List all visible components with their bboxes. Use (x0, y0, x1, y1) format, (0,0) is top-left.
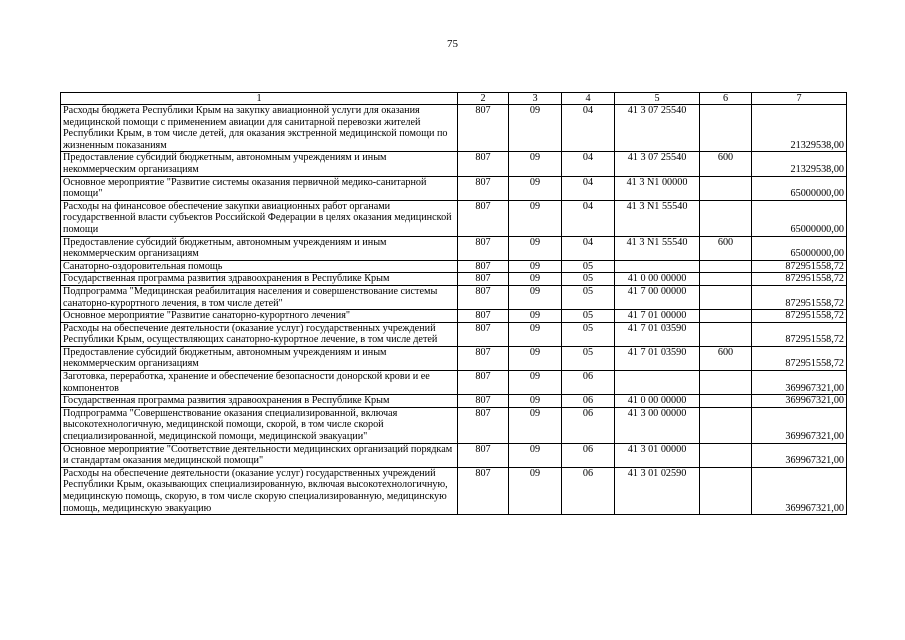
row-ministry-code: 807 (458, 310, 509, 323)
row-target-article: 41 3 N1 55540 (615, 200, 700, 236)
row-description: Предоставление субсидий бюджетным, автономным учреждениям и иным некоммерческим организациям (61, 236, 458, 260)
row-subsection-code: 04 (562, 236, 615, 260)
row-ministry-code: 807 (458, 467, 509, 514)
row-amount: 369967321,00 (752, 407, 847, 443)
table-row (61, 322, 847, 346)
row-description: Расходы на финансовое обеспечение закупки авиационных работ органами государственной власти субъектов Российской Федерации в целях оказания медицинской помощи (61, 200, 458, 236)
row-subsection-code: 04 (562, 105, 615, 152)
row-description: Подпрограмма "Совершенствование оказания специализированной, включая высокотехнологичную, медицинской помощи, скорой, в том числе скорой специализированной, медицинской помощи, медицинской эвакуации" (61, 407, 458, 443)
row-ministry-code: 807 (458, 443, 509, 467)
row-amount: 21329538,00 (752, 152, 847, 176)
row-expense-type (700, 443, 752, 467)
row-expense-type (700, 176, 752, 200)
row-amount: 369967321,00 (752, 467, 847, 514)
row-subsection-code: 05 (562, 285, 615, 309)
row-section-code: 09 (509, 443, 562, 467)
row-description: Санаторно-оздоровительная помощь (61, 260, 458, 273)
row-description: Расходы на обеспечение деятельности (оказание услуг) государственных учреждений Республики Крым, осуществляющих санаторно-курортное лечение, в том числе детей (61, 322, 458, 346)
row-section-code: 09 (509, 105, 562, 152)
row-subsection-code: 05 (562, 322, 615, 346)
row-ministry-code: 807 (458, 200, 509, 236)
row-description: Предоставление субсидий бюджетным, автономным учреждениям и иным некоммерческим организациям (61, 346, 458, 370)
row-target-article: 41 7 01 00000 (615, 310, 700, 323)
row-amount: 872951558,72 (752, 322, 847, 346)
row-ministry-code: 807 (458, 371, 509, 395)
row-target-article (615, 371, 700, 395)
budget-table (60, 92, 847, 515)
table-row (61, 443, 847, 467)
row-expense-type (700, 467, 752, 514)
row-expense-type (700, 105, 752, 152)
row-target-article: 41 7 01 03590 (615, 346, 700, 370)
table-row (61, 260, 847, 273)
row-amount: 369967321,00 (752, 395, 847, 408)
row-description: Основное мероприятие "Развитие системы оказания первичной медико-санитарной помощи" (61, 176, 458, 200)
table-row (61, 395, 847, 408)
row-section-code: 09 (509, 236, 562, 260)
row-description: Основное мероприятие "Соответствие деятельности медицинских организаций порядкам и стандартам оказания медицинской помощи" (61, 443, 458, 467)
row-subsection-code: 06 (562, 371, 615, 395)
row-subsection-code: 05 (562, 273, 615, 286)
row-ministry-code: 807 (458, 273, 509, 286)
row-subsection-code: 04 (562, 152, 615, 176)
row-target-article: 41 7 01 03590 (615, 322, 700, 346)
table-row (61, 152, 847, 176)
row-expense-type (700, 395, 752, 408)
row-section-code: 09 (509, 200, 562, 236)
row-subsection-code: 06 (562, 395, 615, 408)
table-row (61, 467, 847, 514)
row-section-code: 09 (509, 371, 562, 395)
row-ministry-code: 807 (458, 105, 509, 152)
row-subsection-code: 06 (562, 407, 615, 443)
row-target-article: 41 3 N1 55540 (615, 236, 700, 260)
row-amount: 872951558,72 (752, 285, 847, 309)
page-number: 75 (447, 38, 458, 50)
row-description: Предоставление субсидий бюджетным, автономным учреждениям и иным некоммерческим организациям (61, 152, 458, 176)
row-section-code: 09 (509, 407, 562, 443)
table-row (61, 236, 847, 260)
row-section-code: 09 (509, 346, 562, 370)
row-section-code: 09 (509, 273, 562, 286)
row-amount: 65000000,00 (752, 236, 847, 260)
row-section-code: 09 (509, 467, 562, 514)
row-target-article: 41 3 07 25540 (615, 105, 700, 152)
row-description: Подпрограмма "Медицинская реабилитация населения и совершенствование системы санаторно-курортного лечения, в том числе детей" (61, 285, 458, 309)
column-header: 7 (752, 93, 847, 105)
row-description: Расходы на обеспечение деятельности (оказание услуг) государственных учреждений Республики Крым, оказывающих специализированную, включая высокотехнологичную, медицинскую помощь, скорую, в том числе скорую специализированную, медицинскую помощь, медицинскую эвакуацию (61, 467, 458, 514)
row-expense-type: 600 (700, 152, 752, 176)
row-ministry-code: 807 (458, 236, 509, 260)
row-expense-type: 600 (700, 236, 752, 260)
row-ministry-code: 807 (458, 322, 509, 346)
row-section-code: 09 (509, 285, 562, 309)
row-description: Основное мероприятие "Развитие санаторно-курортного лечения" (61, 310, 458, 323)
column-header: 2 (458, 93, 509, 105)
table-body (61, 93, 847, 515)
table-row (61, 200, 847, 236)
row-ministry-code: 807 (458, 260, 509, 273)
row-subsection-code: 06 (562, 443, 615, 467)
row-target-article: 41 0 00 00000 (615, 395, 700, 408)
table-row (61, 407, 847, 443)
row-amount: 872951558,72 (752, 273, 847, 286)
row-section-code: 09 (509, 152, 562, 176)
row-expense-type (700, 285, 752, 309)
row-target-article: 41 3 00 00000 (615, 407, 700, 443)
row-target-article: 41 3 07 25540 (615, 152, 700, 176)
row-description: Государственная программа развития здравоохранения в Республике Крым (61, 395, 458, 408)
table-row (61, 371, 847, 395)
row-description: Заготовка, переработка, хранение и обеспечение безопасности донорской крови и ее компонентов (61, 371, 458, 395)
row-target-article: 41 7 00 00000 (615, 285, 700, 309)
row-subsection-code: 05 (562, 310, 615, 323)
row-amount: 872951558,72 (752, 310, 847, 323)
table-row (61, 273, 847, 286)
row-ministry-code: 807 (458, 407, 509, 443)
row-description: Расходы бюджета Республики Крым на закупку авиационной услуги для оказания медицинской помощи с применением авиации для санитарной перевозки жителей Республики Крым, в том числе детей, для оказания экстренной медицинской помощи по жизненным показаниям (61, 105, 458, 152)
column-header: 3 (509, 93, 562, 105)
row-ministry-code: 807 (458, 152, 509, 176)
row-ministry-code: 807 (458, 285, 509, 309)
row-section-code: 09 (509, 176, 562, 200)
row-amount: 21329538,00 (752, 105, 847, 152)
row-section-code: 09 (509, 310, 562, 323)
row-amount: 65000000,00 (752, 176, 847, 200)
row-expense-type (700, 260, 752, 273)
table-row (61, 176, 847, 200)
row-target-article: 41 3 01 02590 (615, 467, 700, 514)
row-target-article: 41 3 01 00000 (615, 443, 700, 467)
row-expense-type: 600 (700, 346, 752, 370)
table-row (61, 105, 847, 152)
row-amount: 872951558,72 (752, 260, 847, 273)
row-subsection-code: 04 (562, 176, 615, 200)
row-expense-type (700, 200, 752, 236)
row-ministry-code: 807 (458, 395, 509, 408)
row-section-code: 09 (509, 260, 562, 273)
row-target-article: 41 0 00 00000 (615, 273, 700, 286)
row-amount: 369967321,00 (752, 371, 847, 395)
row-ministry-code: 807 (458, 176, 509, 200)
row-subsection-code: 06 (562, 467, 615, 514)
row-ministry-code: 807 (458, 346, 509, 370)
row-target-article: 41 3 N1 00000 (615, 176, 700, 200)
row-amount: 872951558,72 (752, 346, 847, 370)
row-target-article (615, 260, 700, 273)
table-row (61, 285, 847, 309)
column-header: 6 (700, 93, 752, 105)
row-expense-type (700, 407, 752, 443)
column-header: 1 (61, 93, 458, 105)
table-row (61, 310, 847, 323)
column-header: 4 (562, 93, 615, 105)
table-row (61, 346, 847, 370)
row-amount: 369967321,00 (752, 443, 847, 467)
row-expense-type (700, 273, 752, 286)
row-description: Государственная программа развития здравоохранения в Республике Крым (61, 273, 458, 286)
row-expense-type (700, 310, 752, 323)
row-expense-type (700, 322, 752, 346)
row-subsection-code: 05 (562, 260, 615, 273)
column-header: 5 (615, 93, 700, 105)
row-section-code: 09 (509, 322, 562, 346)
row-subsection-code: 05 (562, 346, 615, 370)
row-section-code: 09 (509, 395, 562, 408)
row-subsection-code: 04 (562, 200, 615, 236)
row-expense-type (700, 371, 752, 395)
row-amount: 65000000,00 (752, 200, 847, 236)
header-row (61, 93, 847, 105)
